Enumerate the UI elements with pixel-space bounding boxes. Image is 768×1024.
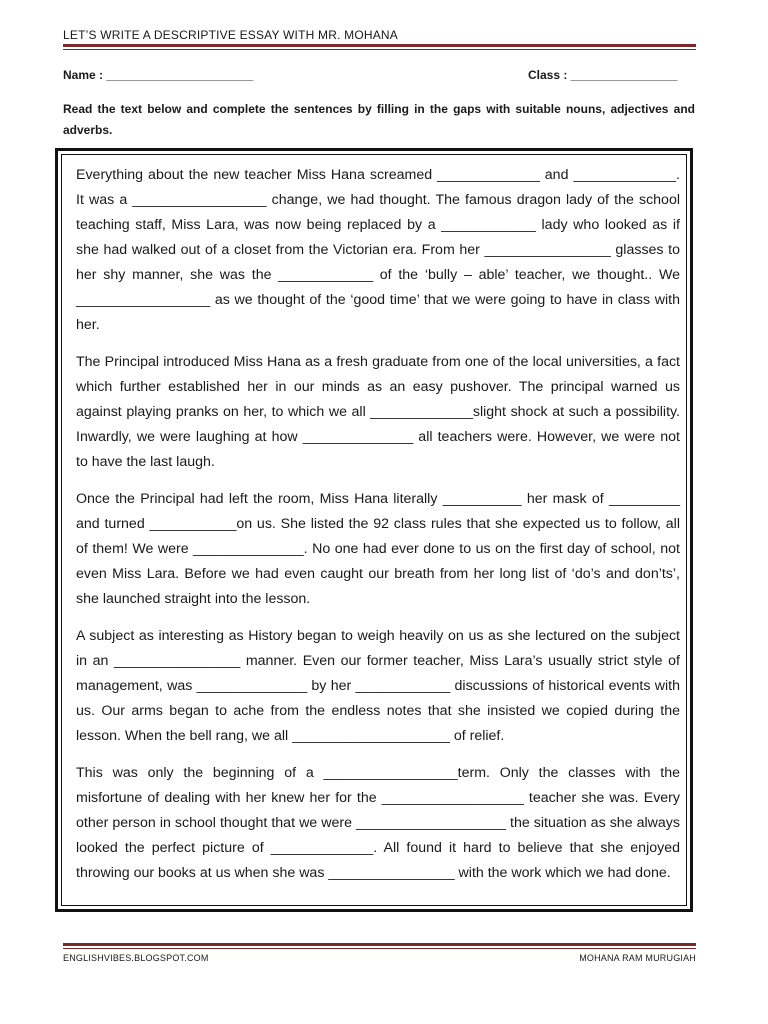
passage bbox=[76, 163, 680, 898]
passage-paragraph-4: A subject as interesting as History began to weigh heavily on us as she lectured on the subject in an ________________ manner. Even our former teacher, Miss Lara’s usually strict style of management, was ______________ by her ____________ discussions of historical events with us. Our arms began to ache from the endless notes that she insisted we copied during the lesson. When the bell rang, we all ____________________ of relief. bbox=[76, 628, 680, 744]
passage-inner-border bbox=[61, 154, 687, 906]
instructions: Read the text below and complete the sentences by filling in the gaps with suitable nouns, adjectives and adverbs. bbox=[63, 102, 695, 137]
passage-paragraph-1: Everything about the new teacher Miss Hana screamed _____________ and _____________. It was a _________________ change, we had thought. The famous dragon lady of the school teaching staff, Miss Lara, was now being replaced by a ____________ lady who looked as if she had walked out of a closet from the Victorian era. From her ________________ glasses to her shy manner, she was the ____________ of the ‘bully – able’ teacher, we thought.. We _________________ as we thought of the ‘good time’ that we were going to have in class with her. bbox=[76, 167, 680, 333]
passage-paragraph-5: This was only the beginning of a _________________term. Only the classes with the misfortune of dealing with her knew her for the __________________ teacher she was. Every other person in school thought that we were ___________________ the situation as she always looked the perfect picture of _____________. All found it hard to believe that she enjoyed throwing our books at us when she was ________________ with the work which we had done. bbox=[76, 765, 680, 881]
header-title: LET’S WRITE A DESCRIPTIVE ESSAY WITH MR. MOHANA bbox=[63, 28, 399, 42]
header-rule-thick bbox=[63, 44, 696, 47]
footer-author: MOHANA RAM MURUGIAH bbox=[579, 953, 696, 963]
footer-rule-thick bbox=[63, 943, 696, 946]
footer-website: ENGLISHVIBES.BLOGSPOT.COM bbox=[63, 953, 209, 963]
name-field: Name : ______________________ bbox=[63, 68, 254, 82]
header-rule-thin bbox=[63, 49, 696, 50]
class-field: Class : ________________ bbox=[528, 68, 678, 82]
passage-box bbox=[55, 148, 693, 912]
passage-paragraph-2: The Principal introduced Miss Hana as a fresh graduate from one of the local universities, a fact which further established her in our minds as an easy pushover. The principal warned us against playing pranks on her, to which we all _____________slight shock at such a possibility. Inwardly, we were laughing at how ______________ all teachers were. However, we were not to have the last laugh. bbox=[76, 354, 680, 470]
footer-rule-thin bbox=[63, 948, 696, 949]
passage-paragraph-3: Once the Principal had left the room, Miss Hana literally __________ her mask of _________ and turned ___________on us. She listed the 92 class rules that she expected us to follow, all of them! We were ______________. No one had ever done to us on the first day of school, not even Miss Lara. Before we had even caught our breath from her long list of ‘do’s and don’ts’, she launched straight into the lesson. bbox=[76, 491, 680, 607]
